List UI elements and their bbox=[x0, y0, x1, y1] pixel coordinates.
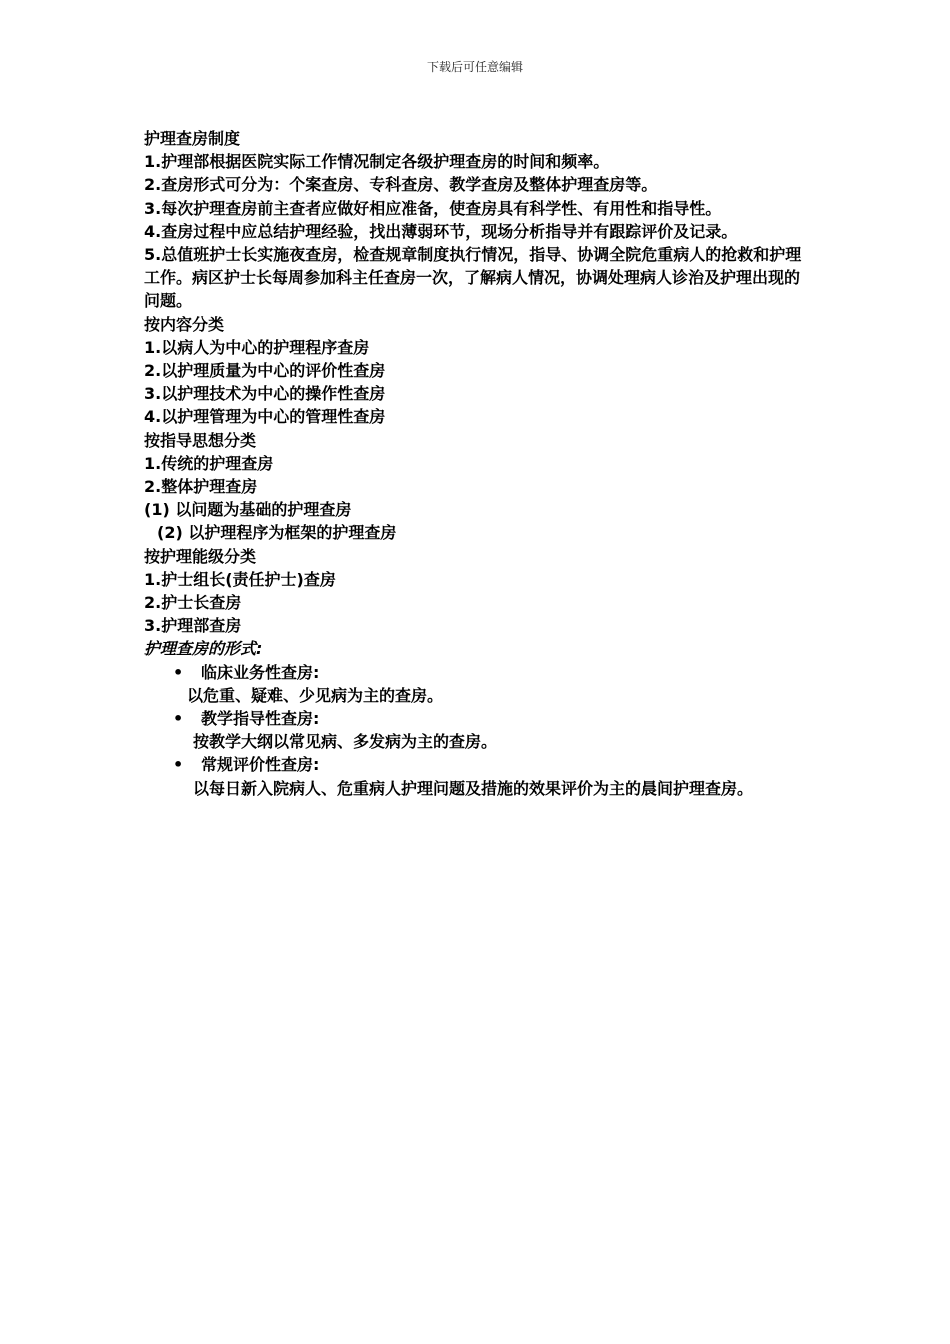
bullet-item bbox=[173, 753, 814, 776]
bullet-description: 按教学大纲以常见病、多发病为主的查房。 bbox=[193, 732, 498, 752]
bullet-label: 临床业务性查房: bbox=[201, 662, 320, 682]
list-item: 1.护士组长(责任护士)查房 bbox=[144, 569, 336, 589]
bullet-label: 常规评价性查房: bbox=[201, 755, 320, 775]
list-item: 2.护士长查房 bbox=[144, 593, 242, 613]
bullet-icon: • bbox=[173, 755, 184, 775]
list-item: 1.传统的护理查房 bbox=[144, 453, 274, 473]
forms-bullet-list bbox=[173, 661, 814, 800]
sub-list-item: (1) 以问题为基础的护理查房 bbox=[144, 500, 352, 520]
bullet-label: 教学指导性查房: bbox=[201, 709, 320, 729]
rule-item: 5.总值班护士长实施夜查房，检查规章制度执行情况，指导、协调全院危重病人的抢救和护理工作。病区护士长每周参加科主任查房一次，了解病人情况，协调处理病人诊治及护理出现的问题。 bbox=[144, 245, 802, 311]
section-heading-by-guiding-idea: 按指导思想分类 bbox=[144, 430, 257, 450]
list-item: 4.以护理管理为中心的管理性查房 bbox=[144, 407, 386, 427]
document-title: 护理查房制度 bbox=[144, 129, 241, 148]
list-item: 2.整体护理查房 bbox=[144, 477, 258, 497]
rule-item: 2.查房形式可分为：个案查房、专科查房、教学查房及整体护理查房等。 bbox=[144, 175, 658, 195]
bullet-icon: • bbox=[173, 709, 184, 729]
list-item: 1.以病人为中心的护理程序查房 bbox=[144, 337, 370, 357]
document-body bbox=[144, 127, 814, 800]
bullet-item bbox=[173, 661, 814, 684]
rule-item: 3.每次护理查房前主查者应做好相应准备，使查房具有科学性、有用性和指导性。 bbox=[144, 198, 722, 218]
rule-item: 4.查房过程中应总结护理经验，找出薄弱环节，现场分析指导并有跟踪评价及记录。 bbox=[144, 221, 738, 241]
section-heading-by-content: 按内容分类 bbox=[144, 314, 225, 334]
sub-list-item: (2) 以护理程序为框架的护理查房 bbox=[157, 523, 397, 543]
bullet-icon: • bbox=[173, 662, 184, 682]
bullet-description: 以每日新入院病人、危重病人护理问题及措施的效果评价为主的晨间护理查房。 bbox=[193, 778, 754, 798]
list-item: 3.以护理技术为中心的操作性查房 bbox=[144, 384, 386, 404]
list-item: 3.护理部查房 bbox=[144, 616, 242, 636]
bullet-description: 以危重、疑难、少见病为主的查房。 bbox=[187, 685, 444, 705]
bullet-item bbox=[173, 707, 814, 730]
section-heading-by-level: 按护理能级分类 bbox=[144, 546, 257, 566]
section-heading-forms: 护理查房的形式: bbox=[144, 639, 263, 659]
page-header: 下载后可任意编辑 bbox=[426, 60, 523, 74]
list-item: 2.以护理质量为中心的评价性查房 bbox=[144, 361, 386, 381]
rule-item: 1.护理部根据医院实际工作情况制定各级护理查房的时间和频率。 bbox=[144, 152, 610, 172]
